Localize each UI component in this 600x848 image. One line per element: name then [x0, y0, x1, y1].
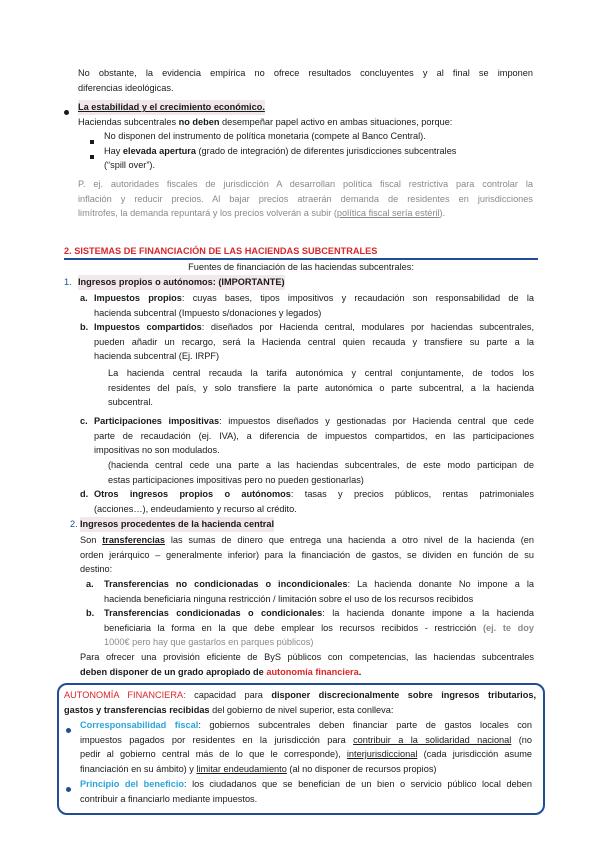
item-c-note: (hacienda central cede una parte a las haciendas subcentrales, de este modo participan de estas participaciones impositivas pero no pueden gestionarlas) [108, 460, 534, 485]
item-d-label: d. [80, 489, 89, 499]
transfer-b-label: b. [86, 608, 95, 618]
ingresos-central-heading: Ingresos procedentes de la hacienda central [80, 517, 274, 532]
estabilidad-intro: Haciendas subcentrales no deben desempeñar papel activo en ambas situaciones, porque: [78, 117, 453, 127]
conclusion-paragraph: Para ofrecer una provisión eficiente de ByS públicos con competencias, las haciendas subcentrales deben disponer de un grado apropiado de autonomía financiera. [80, 652, 534, 677]
item-b: Impuestos compartidos: diseñados por Hacienda central, modulares por haciendas subcentrales, pueden añadir un recargo, será la Hacienda central quien recauda y transfiere su parte a la hacienda subcentral (Ej. IRPF) [94, 322, 534, 362]
item-c: Participaciones impositivas: impuestos diseñados y gestionadas por Hacienda central que cede parte de recaudación (ej. IVA), a diferencia de impuestos compartidos, en las participaciones impositivas no son modulados. [94, 416, 534, 456]
item-a-label: a. [80, 293, 88, 303]
bullet-icon [66, 782, 71, 797]
square-bullet-icon [90, 134, 94, 149]
bullet-icon [64, 105, 69, 120]
transfer-a-label: a. [86, 579, 94, 589]
item-c-label: c. [80, 416, 88, 426]
principio-beneficio-item: Principio del beneficio: los ciudadanos que se benefician de un bien o servicio público local deben contribuir a financiarlo mediante impuestos. [80, 779, 532, 804]
bullet-icon [66, 723, 71, 738]
list-number-2: 2. [70, 519, 78, 529]
ingresos-propios-heading: Ingresos propios o autónomos: (IMPORTANTE) [78, 275, 285, 290]
list-number-1: 1. [64, 277, 72, 287]
estabilidad-item-1: No disponen del instrumento de política monetaria (compete al Banco Central). [104, 131, 426, 141]
transferencias-paragraph: Son transferencias las sumas de dinero que entrega una hacienda a otro nivel de la hacienda (en orden jerárquico – generalmente inferior) para la financiación de gastos, se dividen en función de su destino: [80, 535, 534, 575]
intro-paragraph: No obstante, la evidencia empírica no ofrece resultados concluyentes y al final se imponen diferencias ideológicas. [78, 68, 533, 93]
autonomia-definition: AUTONOMÍA FINANCIERA: capacidad para disponer discrecionalmente sobre ingresos tributarios, gastos y transferencias recibidas del gobierno de nivel superior, esta conlleva: [64, 690, 537, 715]
item-a: Impuestos propios: cuyas bases, tipos impositivos y recaudación son responsabilidad de la hacienda subcentral (Impuesto s/donaciones y legados) [94, 293, 535, 318]
square-bullet-icon [90, 149, 94, 164]
item-b-note: La hacienda central recauda la tarifa autonómica y central conjuntamente, de todos los residentes del país, y solo transfiere la parte autonómica o parte subcentral, a la hacienda subcentral. [108, 368, 534, 408]
estabilidad-item-2: Hay elevada apertura (grado de integración) de diferentes jurisdicciones subcentrales [104, 146, 457, 156]
sources-subtitle: Fuentes de financiación de las haciendas subcentrales: [188, 262, 414, 272]
corresponsabilidad-item: Corresponsabilidad fiscal: gobiernos subcentrales deben financiar parte de gastos locales con impuestos pagados por residentes en la jurisdicción para contribuir a la solidaridad nacional (no pedir al gobierno central más de lo que le corresponde), interjurisdiccional (cada jurisdicción asume financiación en su ámbito) y limitar endeudamiento (al no disponer de recursos propios) [80, 720, 533, 774]
estabilidad-item-2-cont: (“spill over”). [104, 160, 156, 170]
estabilidad-title: La estabilidad y el crecimiento económico. [78, 100, 265, 115]
section-2-heading: 2. SISTEMAS DE FINANCIACIÓN DE LAS HACIENDAS SUBCENTRALES [64, 244, 538, 260]
transfer-a: Transferencias no condicionadas o incondicionales: La hacienda donante No impone a la hacienda beneficiaria ninguna restricción / limitación sobre el uso de los recursos recibidos [104, 579, 534, 604]
item-b-label: b. [80, 322, 89, 332]
example-paragraph: P. ej. autoridades fiscales de jurisdicción A desarrollan política fiscal restrictiva para controlar la inflación y reducir precios. Al bajar precios atraerán demanda de residentes en jurisdicciones limítrofes, la demanda repuntará y los precios volverán a subir (política fiscal sería estéril). [78, 179, 533, 219]
item-d: Otros ingresos propios o autónomos: tasas y precios públicos, rentas patrimoniales (acciones…), endeudamiento y recurso al crédito. [94, 489, 534, 514]
transfer-b: Transferencias condicionadas o condicionales: la hacienda donante impone a la hacienda beneficiaria la forma en la que debe emplear los recursos recibidos - restricción (ej. te doy 1000€ pero hay que gastarlos en parques públicos) [104, 608, 534, 648]
